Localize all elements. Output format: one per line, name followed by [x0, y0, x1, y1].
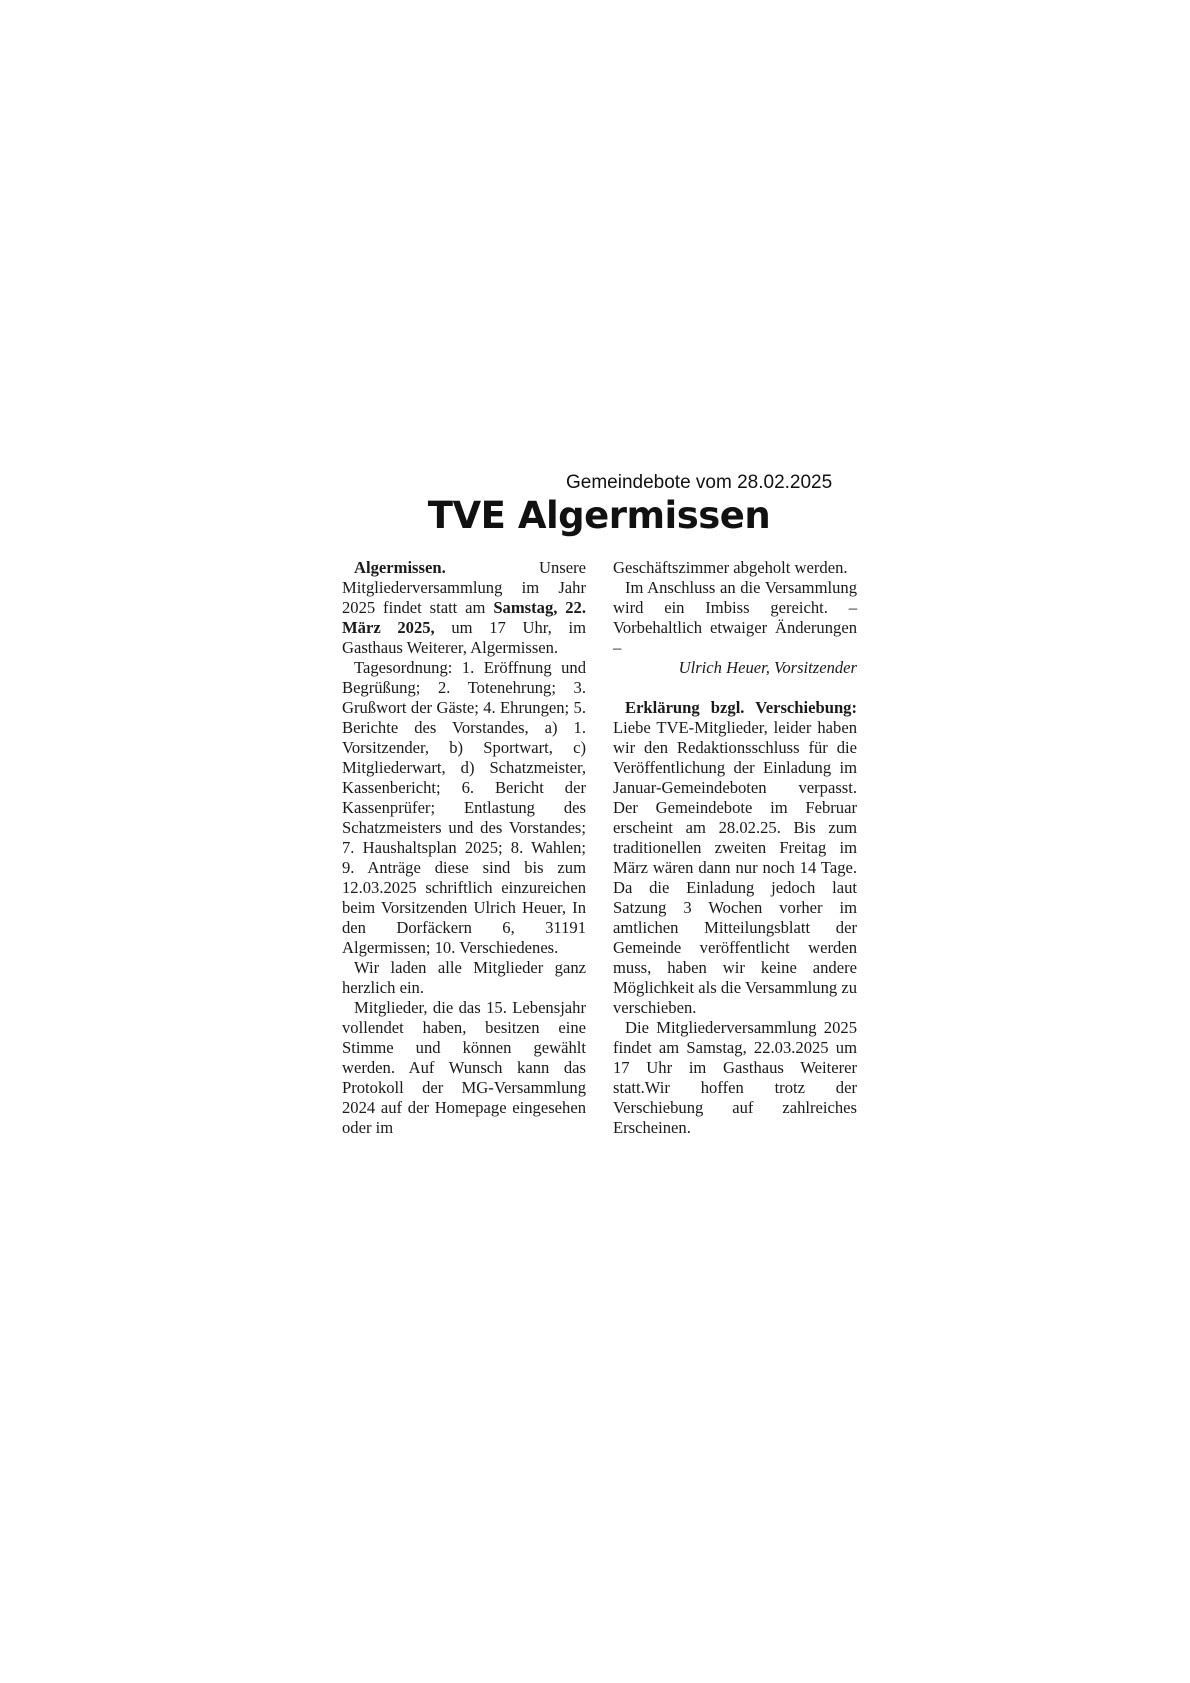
article-column-left: [342, 558, 586, 1138]
snack-paragraph: Im Anschluss an die Versammlung wird ein Imbiss gereicht. – Vorbehaltlich etwaiger Änderungen –: [613, 578, 857, 657]
postponement-heading: Erklärung bzgl. Verschiebung:: [625, 698, 857, 717]
article-column-right: [613, 558, 857, 1138]
postponement-text: Liebe TVE-Mitglieder, leider haben wir den Redaktionsschluss für die Veröffentlichung der Einladung im Januar-Gemeindeboten verpasst. Der Gemeindebote im Februar erscheint am 28.02.25. Bis zum traditionellen zweiten Freitag im März wären dann nur noch 14 Tage. Da die Einladung jedoch laut Satzung 3 Wochen vorher im amtlichen Mitteilungsblatt der Gemeinde veröffentlicht werden muss, haben wir keine andere Möglichkeit als die Versammlung zu verschieben.: [613, 718, 857, 1017]
signature: Ulrich Heuer, Vorsitzender: [678, 658, 857, 677]
intro-text-b: um 17 Uhr, im Gasthaus Weiterer, Algermissen.: [342, 618, 586, 657]
invitation-paragraph: Wir laden alle Mitglieder ganz herzlich ein.: [342, 958, 586, 997]
source-line: Gemeindebote vom 28.02.2025: [566, 472, 833, 493]
agenda-paragraph: Tagesordnung: 1. Eröffnung und Begrüßung; 2. Totenehrung; 3. Grußwort der Gäste; 4. Ehrungen; 5. Berichte des Vorstandes, a) 1. Vorsitzender, b) Sportwart, c) Mitgliederwart, d) Schatzmeister, Kassenbericht; 6. Bericht der Kassenprüfer; Entlastung des Schatzmeisters und des Vorstandes; 7. Haushaltsplan 2025; 8. Wahlen; 9. Anträge diese sind bis zum 12.03.2025 schriftlich einzureichen beim Vorsitzenden Ulrich Heuer, In den Dorfäckern 6, 31191 Algermissen; 10. Verschiedenes.: [342, 658, 586, 957]
headline: TVE Algermissen: [427, 494, 771, 537]
intro-text-a: Unsere Mitgliederversammlung im Jahr 2025 findet statt am: [342, 558, 586, 617]
intro-paragraph: [342, 558, 586, 658]
closing-paragraph: Die Mitgliederversammlung 2025 findet am Samstag, 22.03.2025 um 17 Uhr im Gasthaus Weiterer statt.Wir hoffen trotz der Verschiebung auf zahlreiches Erscheinen.: [613, 1018, 857, 1137]
voting-paragraph: Mitglieder, die das 15. Lebensjahr vollendet haben, besitzen eine Stimme und können gewählt werden. Auf Wunsch kann das Protokoll der MG-Versammlung 2024 auf der Homepage eingesehen oder im: [342, 998, 586, 1137]
meeting-date: Samstag, 22. März 2025,: [342, 598, 586, 637]
continuation-paragraph: Geschäftszimmer abgeholt werden.: [613, 558, 848, 577]
postponement-paragraph: [613, 698, 857, 1018]
dateline: Algermissen.: [354, 558, 446, 577]
